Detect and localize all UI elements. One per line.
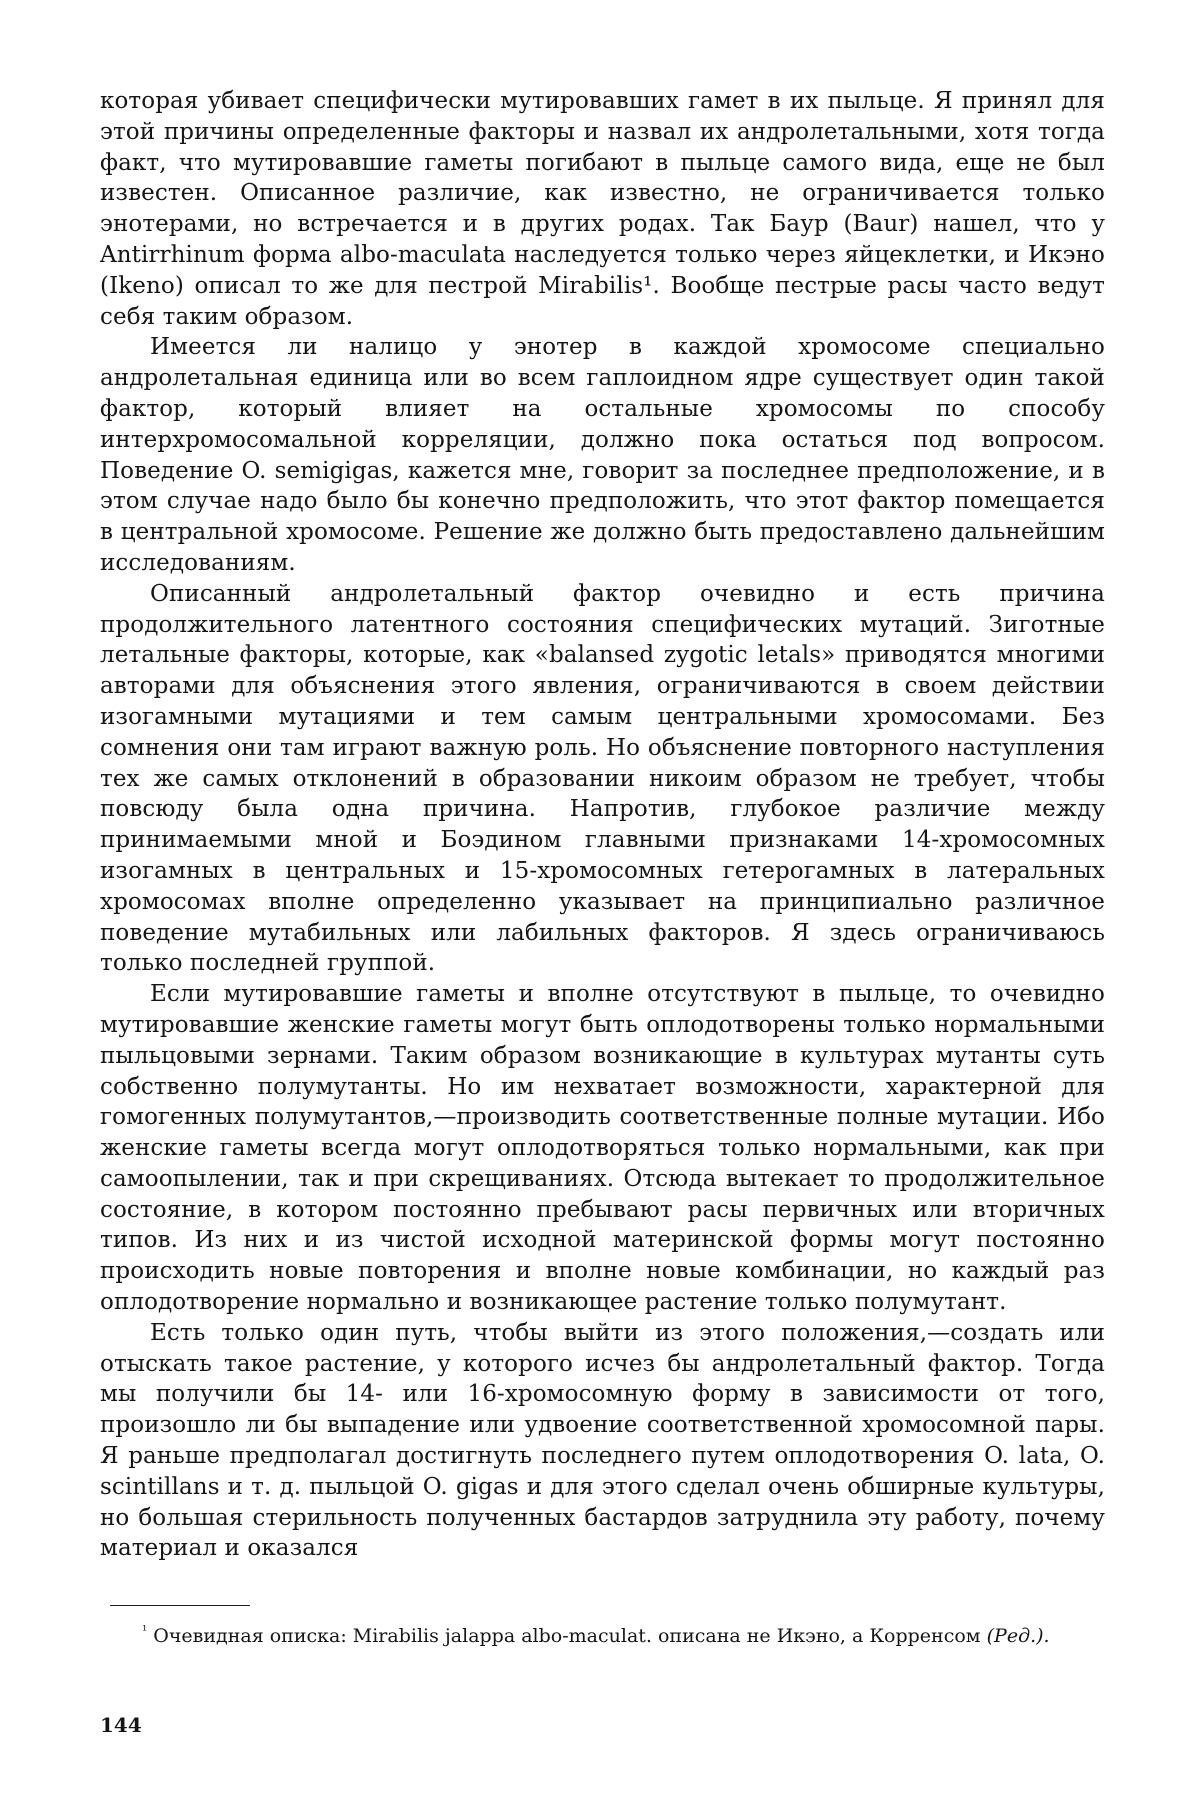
footnote-mark: ¹ [142,1624,147,1639]
footnote-editor-note: (Ред.). [987,1625,1050,1647]
paragraph-2: Имеется ли налицо у энотер в каждой хромосоме специально андролетальная единица или во всем гаплоидном ядре существует один такой фактор, который влияет на остальные хромосомы по способу интерхромосомальной корреляции, должно пока остаться под вопросом. Поведение O. semigigas, кажется мне, говорит за последнее предположение, и в этом случае надо было бы конечно предположить, что этот фактор помещается в центральной хромосоме. Решение же должно быть предоставлено дальнейшим исследованиям. [100,332,1105,578]
paragraph-1: которая убивает специфически мутировавших гамет в их пыльце. Я принял для этой причины определенные факторы и назвал их андролетальными, хотя тогда факт, что мутировавшие гаметы погибают в пыльце самого вида, еще не был известен. Описанное различие, как известно, не ограничивается только энотерами, но встречается и в других родах. Так Баур (Baur) нашел, что у Antirrhinum форма albo-maculata наследуется только через яйцеклетки, и Икэно (Ikeno) описал то же для пестрой Mirabilis¹. Вообще пестрые расы часто ведут себя таким образом. [100,86,1105,332]
footnote-text: Очевидная описка: Mirabilis jalappa albo-maculat. описана не Икэно, а Корренсом [153,1625,980,1647]
footnote [100,1623,1105,1650]
page-number: 144 [100,1713,142,1737]
main-text-column [100,86,1105,1564]
paragraph-4: Если мутировавшие гаметы и вполне отсутствуют в пыльце, то очевидно мутировавшие женские гаметы могут быть оплодотворены только нормальными пыльцовыми зернами. Таким образом возникающие в культурах мутанты суть собственно полумутанты. Но им нехватает возможности, характерной для гомогенных полумутантов,—производить соответственные полные мутации. Ибо женские гаметы всегда могут оплодотворяться только нормальными, как при самоопылении, так и при скрещиваниях. Отсюда вытекает то продолжительное состояние, в котором постоянно пребывают расы первичных или вторичных типов. Из них и из чистой исходной материнской формы могут постоянно происходить новые повторения и вполне новые комбинации, но каждый раз оплодотворение нормально и возникающее растение только полумутант. [100,979,1105,1318]
book-page [0,0,1200,1817]
footnote-divider [110,1605,250,1606]
paragraph-5: Есть только один путь, чтобы выйти из этого положения,—создать или отыскать такое растение, у которого исчез бы андролетальный фактор. Тогда мы получили бы 14- или 16-хромосомную форму в зависимости от того, произошло ли бы выпадение или удвоение соответственной хромосомной пары. Я раньше предполагал достигнуть последнего путем оплодотворения O. lata, O. scintillans и т. д. пыльцой O. gigas и для этого сделал очень обширные культуры, но большая стерильность полученных бастардов затруднила эту работу, почему материал и оказался [100,1318,1105,1564]
paragraph-3: Описанный андролетальный фактор очевидно и есть причина продолжительного латентного состояния специфических мутаций. Зиготные летальные факторы, которые, как «balansed zygotic letals» приводятся многими авторами для объяснения этого явления, ограничиваются в своем действии изогамными мутациями и тем самым центральными хромосомами. Без сомнения они там играют важную роль. Но объяснение повторного наступления тех же самых отклонений в образовании никоим образом не требует, чтобы повсюду была одна причина. Напротив, глубокое различие между принимаемыми мной и Боэдином главными признаками 14-хромосомных изогамных в центральных и 15-хромосомных гетерогамных в латеральных хромосомах вполне определенно указывает на принципиально различное поведение мутабильных или лабильных факторов. Я здесь ограничиваюсь только последней группой. [100,579,1105,979]
